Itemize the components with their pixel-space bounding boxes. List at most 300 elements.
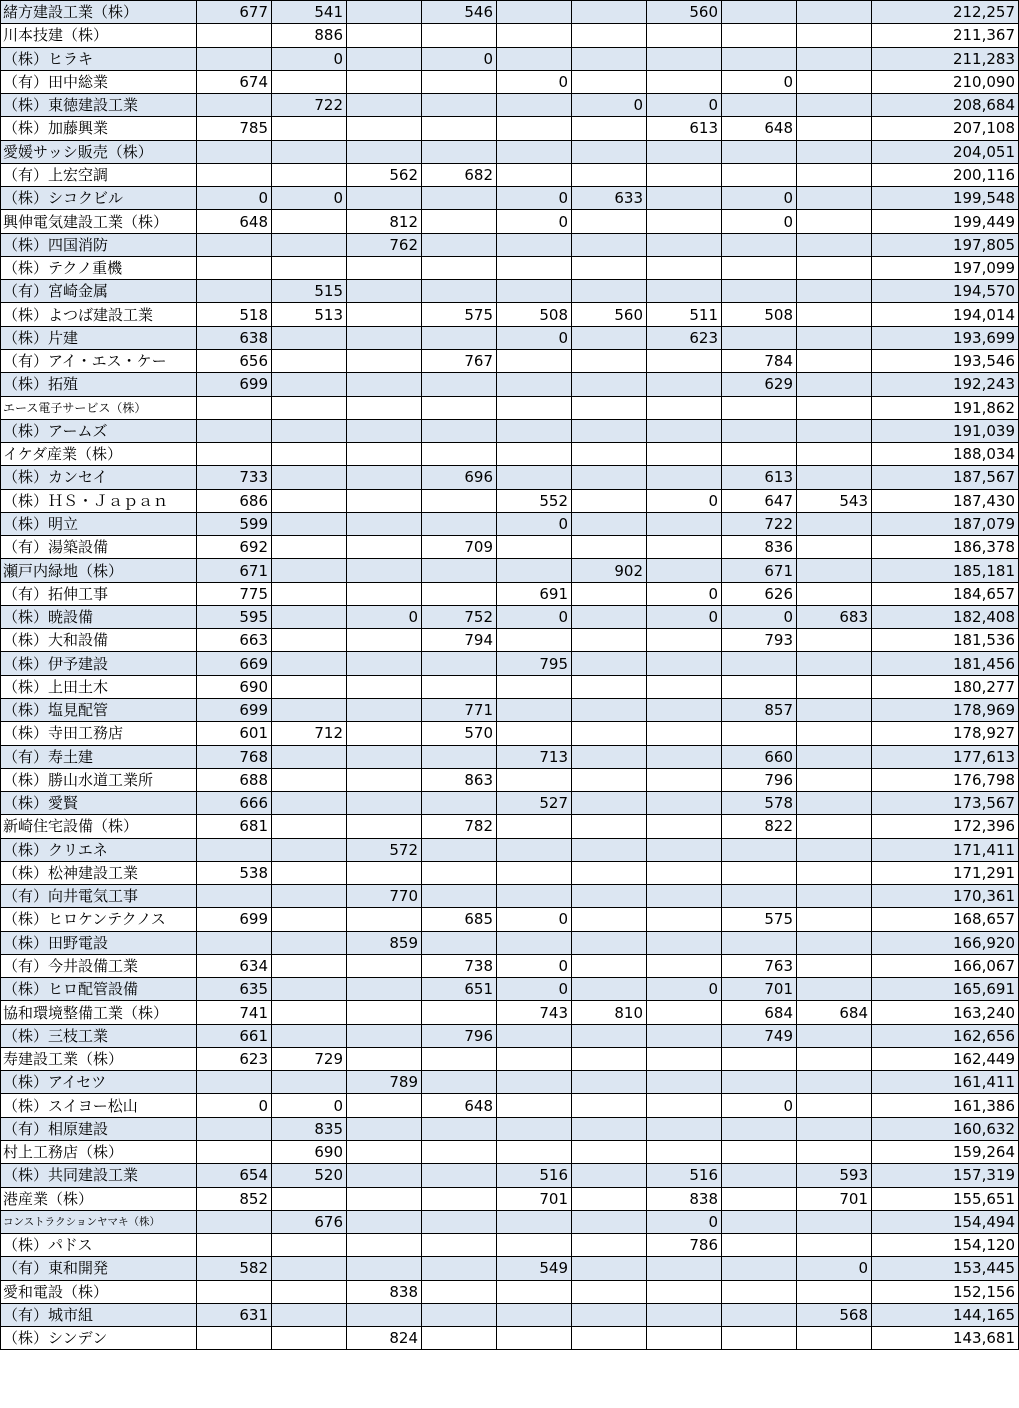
value-cell bbox=[497, 768, 572, 791]
value-cell: 629 bbox=[722, 373, 797, 396]
total-cell: 178,969 bbox=[872, 698, 1019, 721]
value-cell bbox=[197, 1117, 272, 1140]
company-name-cell: 港産業（株） bbox=[1, 1187, 197, 1210]
value-cell: 661 bbox=[197, 1024, 272, 1047]
value-cell bbox=[797, 256, 872, 279]
total-cell: 154,120 bbox=[872, 1234, 1019, 1257]
value-cell bbox=[722, 722, 797, 745]
total-cell: 153,445 bbox=[872, 1257, 1019, 1280]
total-cell: 159,264 bbox=[872, 1141, 1019, 1164]
value-cell: 613 bbox=[722, 466, 797, 489]
value-cell bbox=[422, 861, 497, 884]
value-cell bbox=[797, 47, 872, 70]
total-cell: 188,034 bbox=[872, 443, 1019, 466]
value-cell: 749 bbox=[722, 1024, 797, 1047]
value-cell: 0 bbox=[497, 187, 572, 210]
value-cell bbox=[722, 1280, 797, 1303]
company-name-cell: （株）ヒロケンテクノス bbox=[1, 908, 197, 931]
value-cell bbox=[497, 24, 572, 47]
value-cell bbox=[647, 1094, 722, 1117]
value-cell bbox=[422, 1327, 497, 1350]
value-cell: 794 bbox=[422, 629, 497, 652]
value-cell: 863 bbox=[422, 768, 497, 791]
value-cell: 785 bbox=[197, 117, 272, 140]
table-row bbox=[1, 443, 1019, 466]
value-cell bbox=[272, 489, 347, 512]
value-cell bbox=[422, 792, 497, 815]
table-row bbox=[1, 885, 1019, 908]
value-cell bbox=[647, 1071, 722, 1094]
company-name-cell: イケダ産業（株） bbox=[1, 443, 197, 466]
value-cell: 541 bbox=[272, 1, 347, 24]
total-cell: 194,570 bbox=[872, 280, 1019, 303]
value-cell bbox=[647, 1303, 722, 1326]
value-cell: 549 bbox=[497, 1257, 572, 1280]
value-cell bbox=[197, 1210, 272, 1233]
company-name-cell: （株）ヒラキ bbox=[1, 47, 197, 70]
value-cell bbox=[572, 629, 647, 652]
value-cell: 508 bbox=[722, 303, 797, 326]
value-cell bbox=[572, 373, 647, 396]
value-cell: 0 bbox=[722, 210, 797, 233]
value-cell bbox=[422, 140, 497, 163]
value-cell bbox=[272, 745, 347, 768]
value-cell bbox=[797, 233, 872, 256]
value-cell bbox=[572, 1141, 647, 1164]
value-cell bbox=[647, 536, 722, 559]
value-cell: 699 bbox=[197, 698, 272, 721]
company-name-cell: （有）向井電気工事 bbox=[1, 885, 197, 908]
value-cell bbox=[272, 396, 347, 419]
value-cell: 691 bbox=[497, 582, 572, 605]
value-cell bbox=[497, 1234, 572, 1257]
value-cell: 686 bbox=[197, 489, 272, 512]
value-cell: 572 bbox=[347, 838, 422, 861]
total-cell: 185,181 bbox=[872, 559, 1019, 582]
value-cell bbox=[497, 1210, 572, 1233]
value-cell: 684 bbox=[722, 1001, 797, 1024]
total-cell: 204,051 bbox=[872, 140, 1019, 163]
value-cell bbox=[797, 908, 872, 931]
table-row bbox=[1, 489, 1019, 512]
table-row bbox=[1, 745, 1019, 768]
value-cell: 699 bbox=[197, 373, 272, 396]
table-row bbox=[1, 163, 1019, 186]
company-name-cell: 興伸電気建設工業（株） bbox=[1, 210, 197, 233]
value-cell bbox=[347, 1303, 422, 1326]
value-cell: 0 bbox=[497, 954, 572, 977]
value-cell: 508 bbox=[497, 303, 572, 326]
value-cell bbox=[572, 536, 647, 559]
company-name-cell: （株）アイセツ bbox=[1, 1071, 197, 1094]
value-cell bbox=[497, 419, 572, 442]
value-cell: 654 bbox=[197, 1164, 272, 1187]
value-cell bbox=[347, 815, 422, 838]
value-cell bbox=[797, 815, 872, 838]
total-cell: 171,291 bbox=[872, 861, 1019, 884]
value-cell: 0 bbox=[497, 70, 572, 93]
value-cell: 0 bbox=[722, 187, 797, 210]
value-cell bbox=[347, 443, 422, 466]
value-cell: 568 bbox=[797, 1303, 872, 1326]
value-cell bbox=[497, 815, 572, 838]
value-cell bbox=[422, 1001, 497, 1024]
value-cell bbox=[572, 698, 647, 721]
value-cell bbox=[572, 1164, 647, 1187]
value-cell: 835 bbox=[272, 1117, 347, 1140]
value-cell bbox=[272, 233, 347, 256]
value-cell bbox=[572, 163, 647, 186]
value-cell: 623 bbox=[647, 326, 722, 349]
value-cell bbox=[722, 47, 797, 70]
value-cell bbox=[422, 233, 497, 256]
value-cell bbox=[797, 373, 872, 396]
value-cell: 520 bbox=[272, 1164, 347, 1187]
value-cell bbox=[422, 187, 497, 210]
value-cell bbox=[797, 1280, 872, 1303]
value-cell bbox=[272, 1257, 347, 1280]
value-cell bbox=[422, 512, 497, 535]
value-cell bbox=[572, 954, 647, 977]
value-cell bbox=[722, 140, 797, 163]
value-cell: 647 bbox=[722, 489, 797, 512]
value-cell bbox=[347, 1047, 422, 1070]
value-cell bbox=[722, 1, 797, 24]
value-cell bbox=[497, 838, 572, 861]
value-cell bbox=[797, 1094, 872, 1117]
value-cell bbox=[647, 745, 722, 768]
value-cell bbox=[197, 163, 272, 186]
company-name-cell: 川本技建（株） bbox=[1, 24, 197, 47]
value-cell bbox=[422, 1280, 497, 1303]
value-cell: 784 bbox=[722, 349, 797, 372]
value-cell bbox=[272, 1303, 347, 1326]
value-cell bbox=[347, 24, 422, 47]
value-cell bbox=[422, 675, 497, 698]
value-cell bbox=[272, 256, 347, 279]
value-cell: 0 bbox=[647, 94, 722, 117]
value-cell: 613 bbox=[647, 117, 722, 140]
value-cell bbox=[197, 47, 272, 70]
value-cell bbox=[272, 443, 347, 466]
value-cell bbox=[497, 117, 572, 140]
value-cell bbox=[722, 1071, 797, 1094]
value-cell bbox=[572, 768, 647, 791]
table-row bbox=[1, 94, 1019, 117]
value-cell bbox=[647, 373, 722, 396]
value-cell bbox=[272, 1071, 347, 1094]
value-cell bbox=[272, 1327, 347, 1350]
company-name-cell: （株）シコクビル bbox=[1, 187, 197, 210]
value-cell: 770 bbox=[347, 885, 422, 908]
value-cell bbox=[197, 419, 272, 442]
value-cell: 515 bbox=[272, 280, 347, 303]
value-cell: 713 bbox=[497, 745, 572, 768]
value-cell bbox=[497, 885, 572, 908]
value-cell bbox=[347, 280, 422, 303]
value-cell bbox=[572, 1280, 647, 1303]
value-cell bbox=[347, 792, 422, 815]
value-cell bbox=[797, 210, 872, 233]
table-row bbox=[1, 652, 1019, 675]
value-cell bbox=[272, 1187, 347, 1210]
value-cell bbox=[797, 652, 872, 675]
value-cell bbox=[647, 652, 722, 675]
value-cell bbox=[347, 419, 422, 442]
value-cell bbox=[197, 885, 272, 908]
table-row bbox=[1, 187, 1019, 210]
value-cell bbox=[422, 1210, 497, 1233]
company-name-cell: （株）田野電設 bbox=[1, 931, 197, 954]
company-name-cell: 愛媛サッシ販売（株） bbox=[1, 140, 197, 163]
value-cell bbox=[347, 326, 422, 349]
value-cell bbox=[797, 443, 872, 466]
table-row bbox=[1, 978, 1019, 1001]
value-cell bbox=[497, 466, 572, 489]
company-name-cell: （株）加藤興業 bbox=[1, 117, 197, 140]
total-cell: 187,567 bbox=[872, 466, 1019, 489]
value-cell bbox=[647, 163, 722, 186]
value-cell bbox=[797, 303, 872, 326]
value-cell bbox=[647, 768, 722, 791]
value-cell bbox=[722, 675, 797, 698]
company-name-cell: エース電子サービス（株） bbox=[1, 396, 197, 419]
value-cell: 786 bbox=[647, 1234, 722, 1257]
value-cell bbox=[572, 815, 647, 838]
value-cell bbox=[797, 698, 872, 721]
value-cell bbox=[722, 94, 797, 117]
value-cell bbox=[197, 24, 272, 47]
value-cell bbox=[572, 256, 647, 279]
value-cell bbox=[572, 582, 647, 605]
value-cell bbox=[497, 675, 572, 698]
value-cell bbox=[497, 629, 572, 652]
value-cell: 560 bbox=[647, 1, 722, 24]
value-cell bbox=[347, 512, 422, 535]
value-cell bbox=[197, 1141, 272, 1164]
value-cell bbox=[347, 1001, 422, 1024]
value-cell bbox=[722, 163, 797, 186]
value-cell bbox=[797, 675, 872, 698]
value-cell bbox=[272, 210, 347, 233]
value-cell: 0 bbox=[797, 1257, 872, 1280]
table-row bbox=[1, 419, 1019, 442]
value-cell bbox=[497, 861, 572, 884]
value-cell bbox=[347, 652, 422, 675]
value-cell bbox=[422, 396, 497, 419]
value-cell: 513 bbox=[272, 303, 347, 326]
value-cell bbox=[797, 768, 872, 791]
value-cell bbox=[347, 1024, 422, 1047]
value-cell bbox=[647, 861, 722, 884]
value-cell bbox=[797, 1, 872, 24]
value-cell: 0 bbox=[497, 605, 572, 628]
table-row bbox=[1, 210, 1019, 233]
value-cell bbox=[347, 94, 422, 117]
value-cell: 752 bbox=[422, 605, 497, 628]
value-cell bbox=[422, 24, 497, 47]
total-cell: 191,862 bbox=[872, 396, 1019, 419]
value-cell: 511 bbox=[647, 303, 722, 326]
table-row bbox=[1, 908, 1019, 931]
value-cell bbox=[722, 1117, 797, 1140]
value-cell bbox=[647, 629, 722, 652]
value-cell: 0 bbox=[647, 605, 722, 628]
value-cell: 838 bbox=[347, 1280, 422, 1303]
value-cell bbox=[722, 1164, 797, 1187]
value-cell bbox=[422, 1141, 497, 1164]
company-name-cell: （有）相原建設 bbox=[1, 1117, 197, 1140]
table-row bbox=[1, 605, 1019, 628]
total-cell: 193,546 bbox=[872, 349, 1019, 372]
total-cell: 182,408 bbox=[872, 605, 1019, 628]
value-cell: 701 bbox=[797, 1187, 872, 1210]
value-cell bbox=[422, 1117, 497, 1140]
value-cell bbox=[422, 489, 497, 512]
value-cell bbox=[422, 280, 497, 303]
value-cell: 771 bbox=[422, 698, 497, 721]
value-cell bbox=[272, 1280, 347, 1303]
value-cell bbox=[272, 326, 347, 349]
value-cell bbox=[572, 466, 647, 489]
value-cell: 543 bbox=[797, 489, 872, 512]
value-cell bbox=[497, 1094, 572, 1117]
table-row bbox=[1, 1094, 1019, 1117]
table-row bbox=[1, 140, 1019, 163]
value-cell bbox=[422, 1303, 497, 1326]
value-cell bbox=[422, 582, 497, 605]
value-cell bbox=[722, 652, 797, 675]
value-cell bbox=[347, 70, 422, 93]
value-cell bbox=[572, 745, 647, 768]
value-cell bbox=[272, 1234, 347, 1257]
table-row bbox=[1, 1071, 1019, 1094]
value-cell bbox=[797, 629, 872, 652]
value-cell: 763 bbox=[722, 954, 797, 977]
value-cell bbox=[797, 1024, 872, 1047]
company-name-cell: （有）アイ・エス・ケー bbox=[1, 349, 197, 372]
company-name-cell: （株）三枝工業 bbox=[1, 1024, 197, 1047]
total-cell: 181,456 bbox=[872, 652, 1019, 675]
value-cell bbox=[422, 419, 497, 442]
value-cell bbox=[722, 24, 797, 47]
total-cell: 192,243 bbox=[872, 373, 1019, 396]
value-cell: 0 bbox=[647, 978, 722, 1001]
company-name-cell: （株）共同建設工業 bbox=[1, 1164, 197, 1187]
value-cell bbox=[497, 559, 572, 582]
value-cell: 0 bbox=[497, 908, 572, 931]
value-cell bbox=[347, 1117, 422, 1140]
value-cell: 762 bbox=[347, 233, 422, 256]
company-name-cell: （株）上田土木 bbox=[1, 675, 197, 698]
value-cell: 0 bbox=[497, 512, 572, 535]
value-cell bbox=[347, 1, 422, 24]
total-cell: 199,548 bbox=[872, 187, 1019, 210]
value-cell bbox=[797, 1327, 872, 1350]
total-cell: 197,099 bbox=[872, 256, 1019, 279]
value-cell bbox=[497, 1, 572, 24]
value-cell bbox=[497, 536, 572, 559]
value-cell bbox=[497, 233, 572, 256]
total-cell: 184,657 bbox=[872, 582, 1019, 605]
value-cell bbox=[797, 954, 872, 977]
value-cell bbox=[647, 792, 722, 815]
table-row bbox=[1, 722, 1019, 745]
value-cell bbox=[422, 559, 497, 582]
value-cell: 701 bbox=[497, 1187, 572, 1210]
value-cell bbox=[572, 652, 647, 675]
value-cell bbox=[572, 1024, 647, 1047]
value-cell: 822 bbox=[722, 815, 797, 838]
value-cell bbox=[497, 1047, 572, 1070]
value-cell: 701 bbox=[722, 978, 797, 1001]
value-cell: 623 bbox=[197, 1047, 272, 1070]
value-cell: 648 bbox=[422, 1094, 497, 1117]
table-row bbox=[1, 512, 1019, 535]
value-cell: 729 bbox=[272, 1047, 347, 1070]
value-cell bbox=[422, 1164, 497, 1187]
value-cell bbox=[572, 1327, 647, 1350]
value-cell bbox=[272, 582, 347, 605]
value-cell: 0 bbox=[497, 978, 572, 1001]
value-cell: 516 bbox=[497, 1164, 572, 1187]
value-cell bbox=[647, 722, 722, 745]
value-cell bbox=[272, 815, 347, 838]
table-row bbox=[1, 931, 1019, 954]
value-cell bbox=[647, 512, 722, 535]
value-cell bbox=[497, 722, 572, 745]
value-cell: 638 bbox=[197, 326, 272, 349]
value-cell bbox=[272, 466, 347, 489]
value-cell bbox=[797, 280, 872, 303]
value-cell bbox=[347, 768, 422, 791]
value-cell: 795 bbox=[497, 652, 572, 675]
value-cell bbox=[797, 117, 872, 140]
value-cell bbox=[722, 443, 797, 466]
table-row bbox=[1, 70, 1019, 93]
value-cell bbox=[647, 1257, 722, 1280]
value-cell bbox=[497, 1117, 572, 1140]
total-cell: 144,165 bbox=[872, 1303, 1019, 1326]
value-cell: 516 bbox=[647, 1164, 722, 1187]
value-cell bbox=[647, 187, 722, 210]
value-cell: 722 bbox=[272, 94, 347, 117]
value-cell bbox=[572, 47, 647, 70]
value-cell: 633 bbox=[572, 187, 647, 210]
table-row bbox=[1, 349, 1019, 372]
value-cell: 796 bbox=[722, 768, 797, 791]
table-row bbox=[1, 256, 1019, 279]
value-cell: 685 bbox=[422, 908, 497, 931]
value-cell bbox=[422, 94, 497, 117]
value-cell bbox=[272, 861, 347, 884]
value-cell bbox=[347, 675, 422, 698]
total-cell: 168,657 bbox=[872, 908, 1019, 931]
value-cell bbox=[722, 861, 797, 884]
table-row bbox=[1, 815, 1019, 838]
value-cell bbox=[272, 629, 347, 652]
value-cell bbox=[422, 256, 497, 279]
value-cell bbox=[572, 140, 647, 163]
table-row bbox=[1, 24, 1019, 47]
value-cell bbox=[647, 24, 722, 47]
company-name-cell: （株）片建 bbox=[1, 326, 197, 349]
value-cell bbox=[197, 443, 272, 466]
value-cell: 741 bbox=[197, 1001, 272, 1024]
value-cell bbox=[797, 163, 872, 186]
company-name-cell: （有）田中総業 bbox=[1, 70, 197, 93]
value-cell: 570 bbox=[422, 722, 497, 745]
